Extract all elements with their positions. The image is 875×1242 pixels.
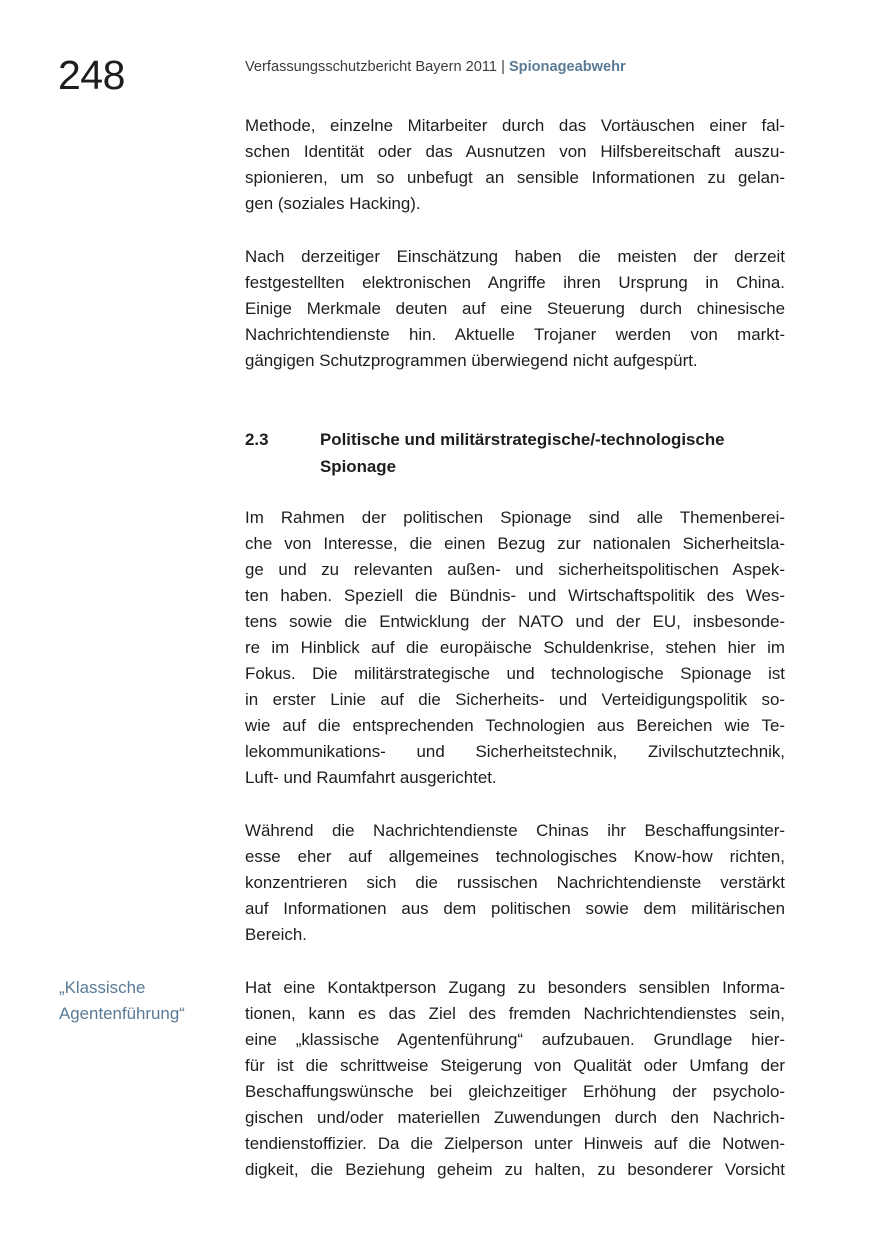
paragraph-1 — [245, 113, 785, 217]
paragraph-4 — [245, 818, 785, 948]
text-line: tens sowie die Entwicklung der NATO und der EU, insbesonde- — [245, 612, 785, 631]
text-line: Einige Merkmale deuten auf eine Steuerung durch chinesische — [245, 299, 785, 318]
text-line: Nach derzeitiger Einschätzung haben die meisten der derzeit — [245, 247, 785, 266]
text-line: digkeit, die Beziehung geheim zu halten, zu besonderer Vorsicht — [245, 1160, 785, 1179]
text-line: konzentrieren sich die russischen Nachrichtendienste verstärkt — [245, 873, 785, 892]
text-line: spionieren, um so unbefugt an sensible Informationen zu gelan- — [245, 168, 785, 187]
text-line: lekommunikations- und Sicherheitstechnik, Zivilschutztechnik, — [245, 742, 785, 761]
running-header — [245, 57, 626, 77]
section-number: 2.3 — [245, 430, 269, 449]
text-line: Bereich. — [245, 925, 307, 944]
report-title: Verfassungsschutzbericht Bayern 2011 | — [245, 59, 509, 75]
margin-note — [59, 975, 185, 1027]
text-line: gischen und/oder materiellen Zuwendungen durch den Nachrich- — [245, 1108, 785, 1127]
text-line: eine „klassische Agentenführung“ aufzubauen. Grundlage hier- — [245, 1030, 785, 1049]
heading-line: Politische und militärstrategische/-technologische — [320, 430, 725, 449]
margin-note-line: „Klassische — [59, 978, 146, 997]
paragraph-5 — [245, 975, 785, 1183]
text-line: esse eher auf allgemeines technologisches Know-how richten, — [245, 847, 785, 866]
text-line: auf Informationen aus dem politischen sowie dem militärischen — [245, 899, 785, 918]
text-line: tendienstoffizier. Da die Zielperson unter Hinweis auf die Notwen- — [245, 1134, 785, 1153]
text-line: Hat eine Kontaktperson Zugang zu besonders sensiblen Informa- — [245, 978, 785, 997]
margin-note-line: Agentenführung“ — [59, 1004, 185, 1023]
text-line: Methode, einzelne Mitarbeiter durch das Vortäuschen einer fal- — [245, 116, 785, 135]
text-line: Nachrichtendienste hin. Aktuelle Trojaner werden von markt- — [245, 325, 785, 344]
text-line: für ist die schrittweise Steigerung von Qualität oder Umfang der — [245, 1056, 785, 1075]
section-title: Spionageabwehr — [508, 59, 626, 75]
text-line: ten haben. Speziell die Bündnis- und Wirtschaftspolitik des Wes- — [245, 586, 785, 605]
text-line: gen (soziales Hacking). — [245, 194, 421, 213]
text-line: Im Rahmen der politischen Spionage sind alle Themenberei- — [245, 508, 785, 527]
text-line: Luft- und Raumfahrt ausgerichtet. — [245, 768, 497, 787]
text-line: wie auf die entsprechenden Technologien aus Bereichen wie Te- — [245, 716, 785, 735]
section-title-text — [320, 426, 790, 480]
text-line: Während die Nachrichtendienste Chinas ihr Beschaffungsinter- — [245, 821, 785, 840]
text-line: tionen, kann es das Ziel des fremden Nachrichtendienstes sein, — [245, 1004, 785, 1023]
text-line: che von Interesse, die einen Bezug zur nationalen Sicherheitsla- — [245, 534, 785, 553]
heading-line: Spionage — [320, 457, 397, 476]
text-line: Beschaffungswünsche bei gleichzeitiger Erhöhung der psycholo- — [245, 1082, 785, 1101]
text-line: schen Identität oder das Ausnutzen von Hilfsbereitschaft auszu- — [245, 142, 785, 161]
text-line: gängigen Schutzprogrammen überwiegend nicht aufgespürt. — [245, 351, 698, 370]
paragraph-3 — [245, 505, 785, 791]
paragraph-2 — [245, 244, 785, 374]
text-line: re im Hinblick auf die europäische Schuldenkrise, stehen hier im — [245, 638, 785, 657]
page-number: 248 — [58, 52, 125, 98]
text-line: Fokus. Die militärstrategische und technologische Spionage ist — [245, 664, 785, 683]
text-line: festgestellten elektronischen Angriffe ihren Ursprung in China. — [245, 273, 785, 292]
text-line: in erster Linie auf die Sicherheits- und Verteidigungspolitik so- — [245, 690, 785, 709]
text-line: ge und zu relevanten außen- und sicherheitspolitischen Aspek- — [245, 560, 785, 579]
